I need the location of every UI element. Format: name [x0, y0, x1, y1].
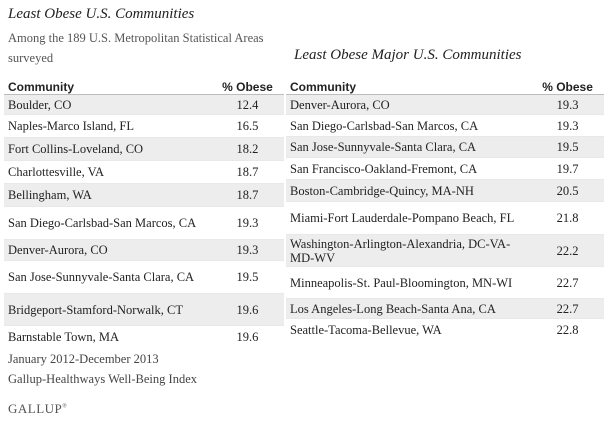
community-cell: Naples-Marco Island, FL [4, 115, 211, 138]
table-row [286, 158, 604, 180]
table-row [286, 137, 604, 158]
left-table [4, 75, 284, 348]
obese-value-cell: 18.7 [211, 184, 284, 207]
obese-value-cell: 22.7 [531, 267, 604, 299]
table-row [4, 294, 284, 326]
obese-value-cell: 19.3 [531, 95, 604, 115]
community-cell: Washington-Arlington-Alexandria, DC-VA-MD-WV [286, 235, 531, 267]
community-cell: Barnstable Town, MA [4, 326, 211, 348]
left-table-header [4, 75, 284, 95]
table-row [286, 267, 604, 299]
obese-value-cell: 22.7 [531, 299, 604, 319]
footer-period: January 2012-December 2013 [8, 352, 159, 366]
community-cell: Minneapolis-St. Paul-Bloomington, MN-WI [286, 267, 531, 299]
gallup-logo-text: GALLUP [8, 401, 63, 416]
community-cell: Boulder, CO [4, 95, 211, 115]
header-community: Community [286, 75, 531, 95]
right-table-header [286, 75, 604, 95]
left-title: Least Obese U.S. Communities [8, 6, 195, 22]
header-community: Community [4, 75, 211, 95]
table-row [286, 180, 604, 202]
community-cell: Bridgeport-Stamford-Norwalk, CT [4, 294, 211, 326]
obese-value-cell: 19.5 [211, 261, 284, 294]
table-row [4, 115, 284, 138]
community-cell: Denver-Aurora, CO [4, 240, 211, 261]
obese-value-cell: 12.4 [211, 95, 284, 115]
community-cell: Denver-Aurora, CO [286, 95, 531, 115]
gallup-logo [8, 401, 67, 417]
community-cell: San Diego-Carlsbad-San Marcos, CA [286, 115, 531, 137]
obese-value-cell: 18.2 [211, 138, 284, 161]
right-title: Least Obese Major U.S. Communities [294, 47, 522, 63]
table-row [4, 95, 284, 115]
community-cell: Miami-Fort Lauderdale-Pompano Beach, FL [286, 202, 531, 235]
table-row [286, 202, 604, 235]
table-row [286, 95, 604, 115]
table-row [4, 240, 284, 261]
obese-value-cell: 18.7 [211, 161, 284, 184]
left-subtitle: Among the 189 U.S. Metropolitan Statistical Areas surveyed [8, 31, 264, 65]
registered-mark: ® [62, 403, 68, 410]
table-row [286, 299, 604, 319]
table-row [286, 319, 604, 341]
community-cell: Bellingham, WA [4, 184, 211, 207]
obese-value-cell: 20.5 [531, 180, 604, 202]
obese-value-cell: 22.2 [531, 235, 604, 267]
table-row [4, 161, 284, 184]
table-row [4, 138, 284, 161]
community-cell: San Jose-Sunnyvale-Santa Clara, CA [286, 137, 531, 158]
table-row [4, 207, 284, 240]
obese-value-cell: 16.5 [211, 115, 284, 138]
obese-value-cell: 19.6 [211, 326, 284, 348]
obese-value-cell: 19.5 [531, 137, 604, 158]
community-cell: Los Angeles-Long Beach-Santa Ana, CA [286, 299, 531, 319]
community-cell: San Francisco-Oakland-Fremont, CA [286, 158, 531, 180]
table-row [286, 115, 604, 137]
obese-value-cell: 19.7 [531, 158, 604, 180]
community-cell: Seattle-Tacoma-Bellevue, WA [286, 319, 531, 341]
community-cell: San Jose-Sunnyvale-Santa Clara, CA [4, 261, 211, 294]
obese-value-cell: 19.3 [531, 115, 604, 137]
obese-value-cell: 19.3 [211, 240, 284, 261]
header-obese: % Obese [211, 75, 284, 95]
footer-source: Gallup-Healthways Well-Being Index [8, 372, 197, 386]
header-obese: % Obese [531, 75, 604, 95]
community-cell: San Diego-Carlsbad-San Marcos, CA [4, 207, 211, 240]
community-cell: Charlottesville, VA [4, 161, 211, 184]
obese-value-cell: 19.3 [211, 207, 284, 240]
right-table-body [286, 95, 604, 341]
table-row [286, 235, 604, 267]
community-cell: Fort Collins-Loveland, CO [4, 138, 211, 161]
table-row [4, 326, 284, 348]
community-cell: Boston-Cambridge-Quincy, MA-NH [286, 180, 531, 202]
obese-value-cell: 22.8 [531, 319, 604, 341]
table-row [4, 184, 284, 207]
table-row [4, 261, 284, 294]
obese-value-cell: 19.6 [211, 294, 284, 326]
obese-value-cell: 21.8 [531, 202, 604, 235]
left-table-body [4, 95, 284, 348]
right-table [286, 75, 604, 341]
